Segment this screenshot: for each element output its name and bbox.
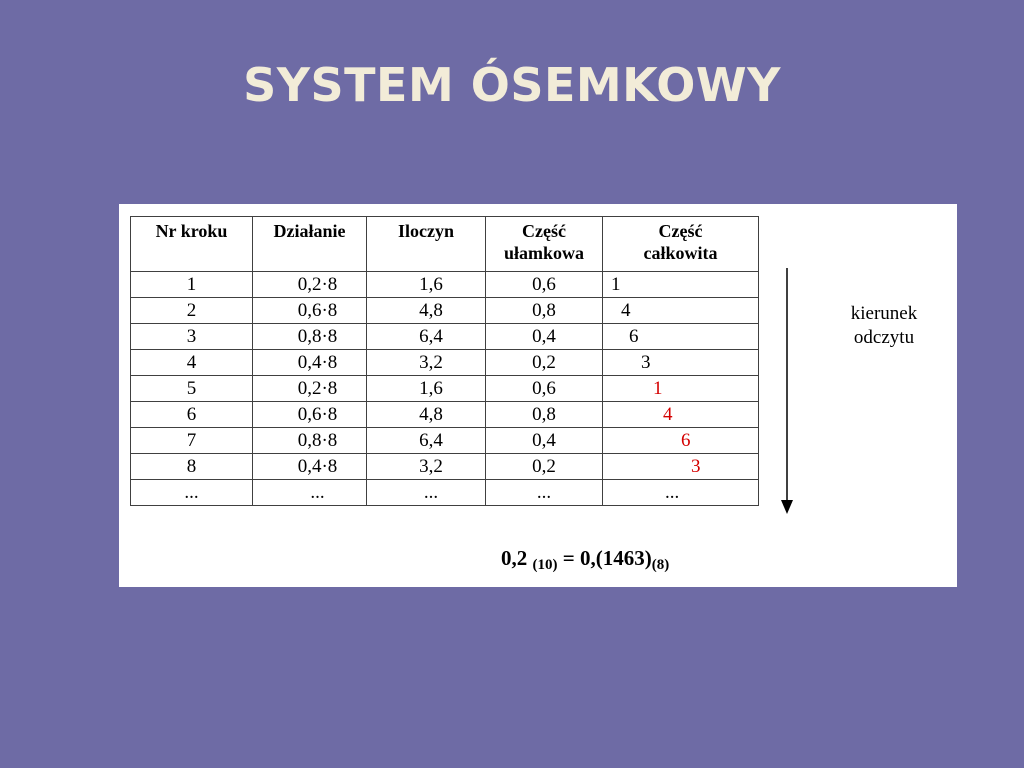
- header-step-number-label: Nr kroku: [155, 221, 228, 241]
- operation-cell: [253, 428, 367, 454]
- step-number-value: 4: [186, 352, 197, 373]
- operation-cell: [253, 480, 367, 506]
- fractional-part-cell: [486, 480, 603, 506]
- step-number-cell: [131, 480, 253, 506]
- step-number-cell: [131, 272, 253, 298]
- step-number-value: 2: [186, 300, 197, 321]
- header-integer-part: [603, 217, 759, 272]
- product-cell: [367, 428, 486, 454]
- fractional-part-cell: [486, 350, 603, 376]
- operation-value: ...: [310, 482, 325, 503]
- operation-value: 0,8·8: [297, 326, 338, 347]
- table-row: [131, 402, 759, 428]
- product-value: 4,8: [419, 404, 443, 425]
- product-cell: [367, 402, 486, 428]
- operation-cell: [253, 324, 367, 350]
- operation-value: 0,4·8: [297, 352, 338, 373]
- step-number-cell: [131, 402, 253, 428]
- header-fractional-part: [486, 217, 603, 272]
- product-value: 3,2: [419, 456, 443, 477]
- result-left-value: 0,2: [501, 546, 528, 570]
- integer-part-value: 6: [681, 430, 691, 451]
- integer-part-value: 1: [611, 274, 621, 295]
- step-number-value: 6: [186, 404, 197, 425]
- step-number-cell: [131, 428, 253, 454]
- operation-value: 0,8·8: [297, 430, 338, 451]
- fractional-part-cell: [486, 454, 603, 480]
- operation-cell: [253, 454, 367, 480]
- page-title: SYSTEM ÓSEMKOWY: [243, 58, 781, 112]
- operation-value: 0,6·8: [297, 300, 338, 321]
- product-value: 4,8: [419, 300, 443, 321]
- operation-value: 0,4·8: [297, 456, 338, 477]
- product-value: 1,6: [419, 274, 443, 295]
- product-value: ...: [423, 482, 439, 503]
- header-fractional-part-label: Część ułamkowa: [503, 221, 584, 263]
- table-row: [131, 454, 759, 480]
- fractional-part-cell: [486, 272, 603, 298]
- fractional-part-value: 0,6: [532, 274, 556, 295]
- fractional-part-value: 0,2: [532, 352, 556, 373]
- fractional-part-value: ...: [536, 482, 552, 503]
- fractional-part-value: 0,4: [532, 326, 556, 347]
- fractional-part-value: 0,8: [532, 404, 556, 425]
- product-value: 6,4: [419, 430, 443, 451]
- fractional-part-cell: [486, 298, 603, 324]
- product-cell: [367, 454, 486, 480]
- conversion-table: [130, 216, 759, 506]
- table-row: [131, 350, 759, 376]
- product-cell: [367, 376, 486, 402]
- header-operation: [253, 217, 367, 272]
- integer-part-cell: [603, 480, 759, 506]
- integer-part-cell: [603, 324, 759, 350]
- header-product: [367, 217, 486, 272]
- fractional-part-value: 0,8: [532, 300, 556, 321]
- table-row: [131, 298, 759, 324]
- step-number-cell: [131, 376, 253, 402]
- integer-part-cell: [603, 376, 759, 402]
- operation-cell: [253, 272, 367, 298]
- step-number-value: 5: [186, 378, 197, 399]
- integer-part-value: 3: [691, 456, 701, 477]
- table-row: [131, 376, 759, 402]
- table-header-row: [131, 217, 759, 272]
- reading-direction-label: kierunek odczytu: [850, 303, 918, 348]
- operation-cell: [253, 350, 367, 376]
- step-number-value: 8: [186, 456, 197, 477]
- fractional-part-cell: [486, 376, 603, 402]
- integer-part-cell: [603, 454, 759, 480]
- step-number-cell: [131, 454, 253, 480]
- integer-part-value: 6: [629, 326, 639, 347]
- integer-part-cell: [603, 402, 759, 428]
- fractional-part-cell: [486, 428, 603, 454]
- product-cell: [367, 350, 486, 376]
- product-cell: [367, 272, 486, 298]
- result-right-value: 0,(1463): [579, 546, 652, 570]
- fractional-part-cell: [486, 402, 603, 428]
- operation-cell: [253, 376, 367, 402]
- product-cell: [367, 298, 486, 324]
- product-value: 3,2: [419, 352, 443, 373]
- integer-part-value: 1: [653, 378, 663, 399]
- product-value: 1,6: [419, 378, 443, 399]
- content-panel: [119, 204, 957, 587]
- operation-cell: [253, 298, 367, 324]
- step-number-value: 7: [186, 430, 197, 451]
- table-body: [131, 272, 759, 506]
- integer-part-value: 4: [663, 404, 673, 425]
- table-row: [131, 480, 759, 506]
- fractional-part-value: 0,4: [532, 430, 556, 451]
- integer-part-value: 3: [641, 352, 651, 373]
- result-formula: [501, 546, 669, 571]
- integer-part-value: 4: [621, 300, 631, 321]
- step-number-value: 1: [186, 274, 197, 295]
- integer-part-cell: [603, 428, 759, 454]
- step-number-cell: [131, 298, 253, 324]
- down-arrow-icon: [777, 268, 797, 514]
- fractional-part-cell: [486, 324, 603, 350]
- header-step-number: [131, 217, 253, 272]
- table-row: [131, 272, 759, 298]
- integer-part-cell: [603, 350, 759, 376]
- table-row: [131, 324, 759, 350]
- result-right-base: (8): [651, 557, 670, 573]
- step-number-value: ...: [184, 482, 199, 503]
- fractional-part-value: 0,6: [532, 378, 556, 399]
- operation-cell: [253, 402, 367, 428]
- integer-part-cell: [603, 298, 759, 324]
- header-integer-part-label: Część całkowita: [643, 221, 718, 263]
- table-row: [131, 428, 759, 454]
- fractional-part-value: 0,2: [532, 456, 556, 477]
- step-number-cell: [131, 324, 253, 350]
- result-left-base: (10): [532, 557, 558, 573]
- step-number-cell: [131, 350, 253, 376]
- operation-value: 0,2·8: [297, 274, 338, 295]
- integer-part-cell: [603, 272, 759, 298]
- product-value: 6,4: [419, 326, 443, 347]
- header-product-label: Iloczyn: [398, 221, 454, 241]
- operation-value: 0,6·8: [297, 404, 338, 425]
- integer-part-value: ...: [665, 482, 680, 503]
- product-cell: [367, 480, 486, 506]
- operation-value: 0,2·8: [297, 378, 338, 399]
- result-equals: =: [562, 546, 575, 570]
- product-cell: [367, 324, 486, 350]
- step-number-value: 3: [186, 326, 197, 347]
- header-operation-label: Działanie: [273, 221, 346, 241]
